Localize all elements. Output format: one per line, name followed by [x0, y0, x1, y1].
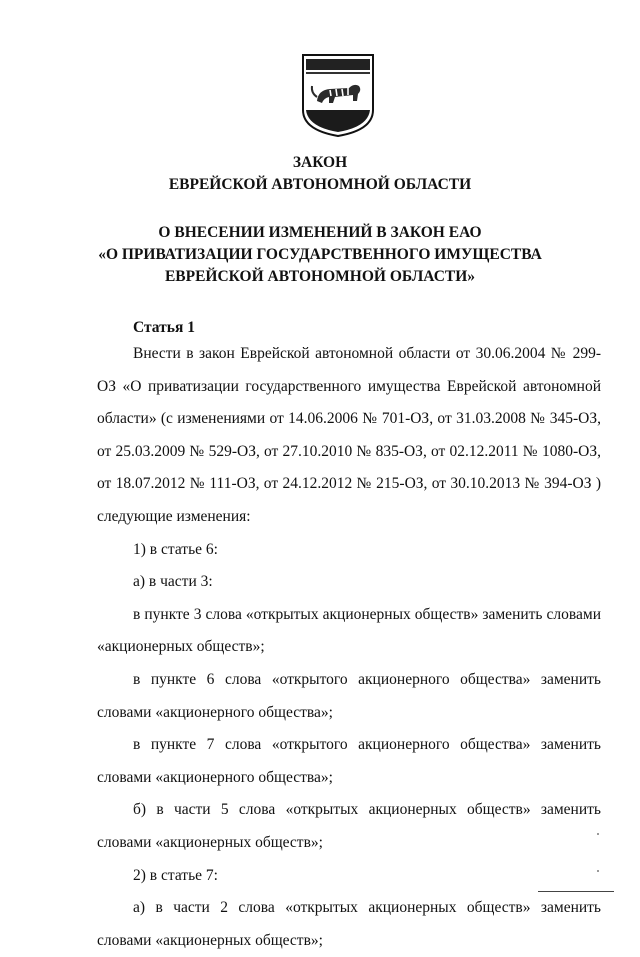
scan-artifact	[597, 870, 599, 872]
paragraph: в пункте 3 слова «открытых акционерных обществ» заменить словами «акционерных обществ»;	[97, 605, 601, 656]
law-subject	[0, 222, 640, 288]
paragraph: Внести в закон Еврейской автономной области от 30.06.2004 № 299-ОЗ «О приватизации государственного имущества Еврейской автономной области» (с изменениями от 14.06.2006 № 701-ОЗ, от 31.03.2008 № 345-ОЗ, от 25.03.2009 № 529-ОЗ, от 27.10.2010 № 835-ОЗ, от 02.12.2011 № 1080-ОЗ, от 18.07.2012 № 111-ОЗ, от 24.12.2012 № 215-ОЗ, от 30.10.2013 № 394-ОЗ ) следующие изменения:	[97, 345, 601, 525]
law-title	[0, 152, 640, 196]
article-body	[97, 338, 601, 957]
subject-line: О ВНЕСЕНИИ ИЗМЕНЕНИЙ В ЗАКОН ЕАО	[158, 224, 482, 241]
paragraph: в пункте 6 слова «открытого акционерного общества» заменить словами «акционерного общества»;	[97, 670, 601, 721]
subject-line: «О ПРИВАТИЗАЦИИ ГОСУДАРСТВЕННОГО ИМУЩЕСТВА	[98, 246, 542, 263]
paragraph: 2) в статье 7:	[133, 866, 218, 884]
scan-artifact	[597, 833, 599, 835]
paragraph: б) в части 5 слова «открытых акционерных обществ» заменить словами «акционерных обществ»;	[97, 801, 601, 851]
law-type: ЗАКОН	[292, 154, 348, 171]
paragraph: в пункте 7 слова «открытого акционерного общества» заменить словами «акционерного общества»;	[97, 736, 601, 786]
law-jurisdiction: ЕВРЕЙСКОЙ АВТОНОМНОЙ ОБЛАСТИ	[168, 176, 472, 193]
paragraph: а) в части 2 слова «открытых акционерных обществ» заменить словами «акционерных обществ»;	[97, 899, 601, 949]
coat-of-arms-emblem	[300, 52, 376, 138]
paragraph: а) в части 3:	[133, 573, 213, 591]
paragraph: 1) в статье 6:	[133, 540, 218, 558]
subject-line: ЕВРЕЙСКОЙ АВТОНОМНОЙ ОБЛАСТИ»	[164, 268, 476, 285]
footer-line	[538, 891, 614, 892]
article-heading: Статья 1	[133, 319, 195, 336]
